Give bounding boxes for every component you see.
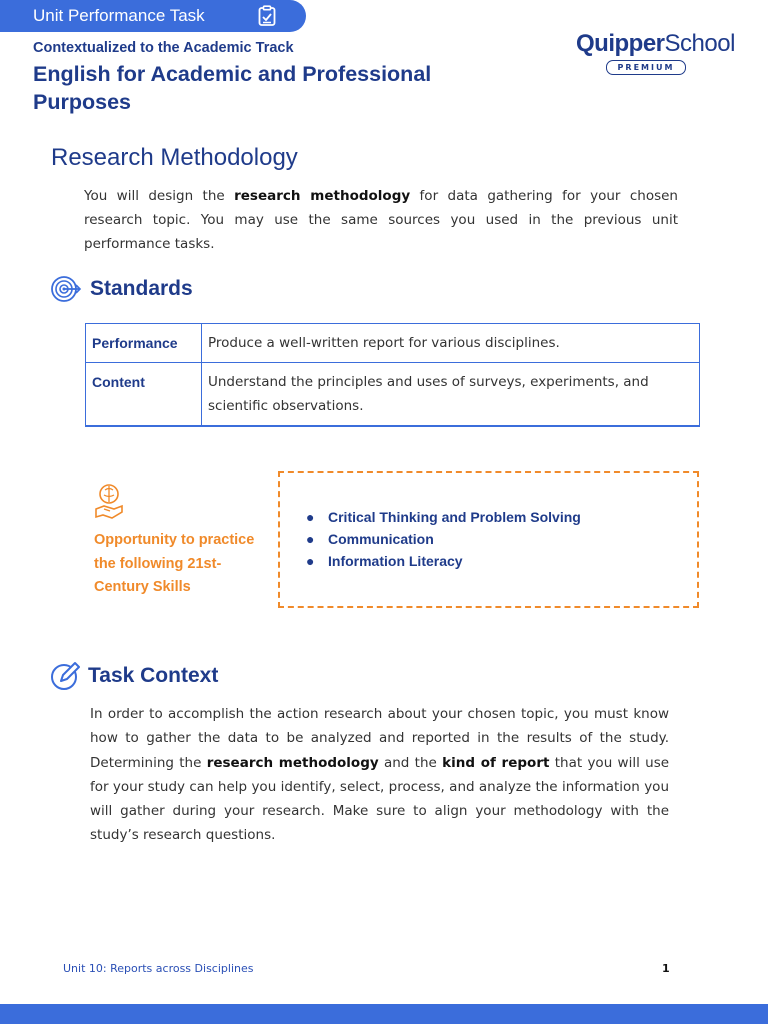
list-item [306,506,581,528]
list-item [306,528,581,550]
intro-paragraph [84,184,678,256]
logo-brand-light: School [664,30,735,57]
skills-caption: Opportunity to practice the following 21st-Century Skills [94,532,255,595]
standard-value: Produce a well-written report for various disciplines. [202,324,700,363]
premium-badge: PREMIUM [606,60,686,75]
bold-phrase: kind of report [442,754,550,771]
text-run: and the [378,754,443,771]
footer-unit-label: Unit 10: Reports across Disciplines [63,962,254,975]
page-title: Research Methodology [51,144,298,171]
skills-box [278,471,699,608]
bullet: ● [306,553,315,569]
edit-circle-icon [50,661,80,691]
standard-key: Content [86,363,202,427]
task-context-label: Task Context [88,664,219,687]
brain-hand-icon [93,482,125,522]
task-context-heading [50,661,218,691]
standards-table [85,323,700,427]
bullet: ● [306,531,315,547]
page-number: 1 [662,962,670,975]
clipboard-check-icon [256,5,278,27]
standard-key: Performance [86,324,202,363]
table-row [86,363,700,427]
text-run: In order to accomplish the action research about your chosen topic, you must know how to gather the data to be analyzed and reported in the results of the study. Determining the [90,706,669,771]
standards-label: Standards [90,277,193,300]
footer-bar [0,1004,768,1024]
text-run: You will design the [84,188,235,204]
bold-phrase: research methodology [234,188,411,204]
skill-label: Critical Thinking and Problem Solving [328,509,581,525]
bold-phrase: research methodology [206,754,379,771]
table-row [86,324,700,363]
course-title: English for Academic and Professional Purposes [33,62,432,114]
list-item [306,550,581,572]
target-icon [50,274,82,304]
bullet: ● [306,509,315,525]
text-run: that you will use for your study can help you identify, select, process, and analyze the information you will gather during your research. Make sure to align your methodology with the study’s research questions. [90,754,670,844]
task-context-paragraph [90,702,669,848]
text-run: for data gathering for your chosen research topic. You may use the same sources you used in the previous unit performance tasks. [84,188,678,252]
skills-list [306,506,581,572]
tab-label: Unit Performance Task [33,6,205,25]
skill-label: Information Literacy [328,553,463,569]
standards-heading [50,274,193,304]
standard-value: Understand the principles and uses of surveys, experiments, and scientific observations. [202,363,700,427]
skill-label: Communication [328,531,434,547]
logo-brand-bold: Quipper [576,30,665,57]
quipper-school-logo [576,30,735,75]
unit-performance-task-tab [0,0,306,32]
academic-track-label: Contextualized to the Academic Track [33,40,294,56]
